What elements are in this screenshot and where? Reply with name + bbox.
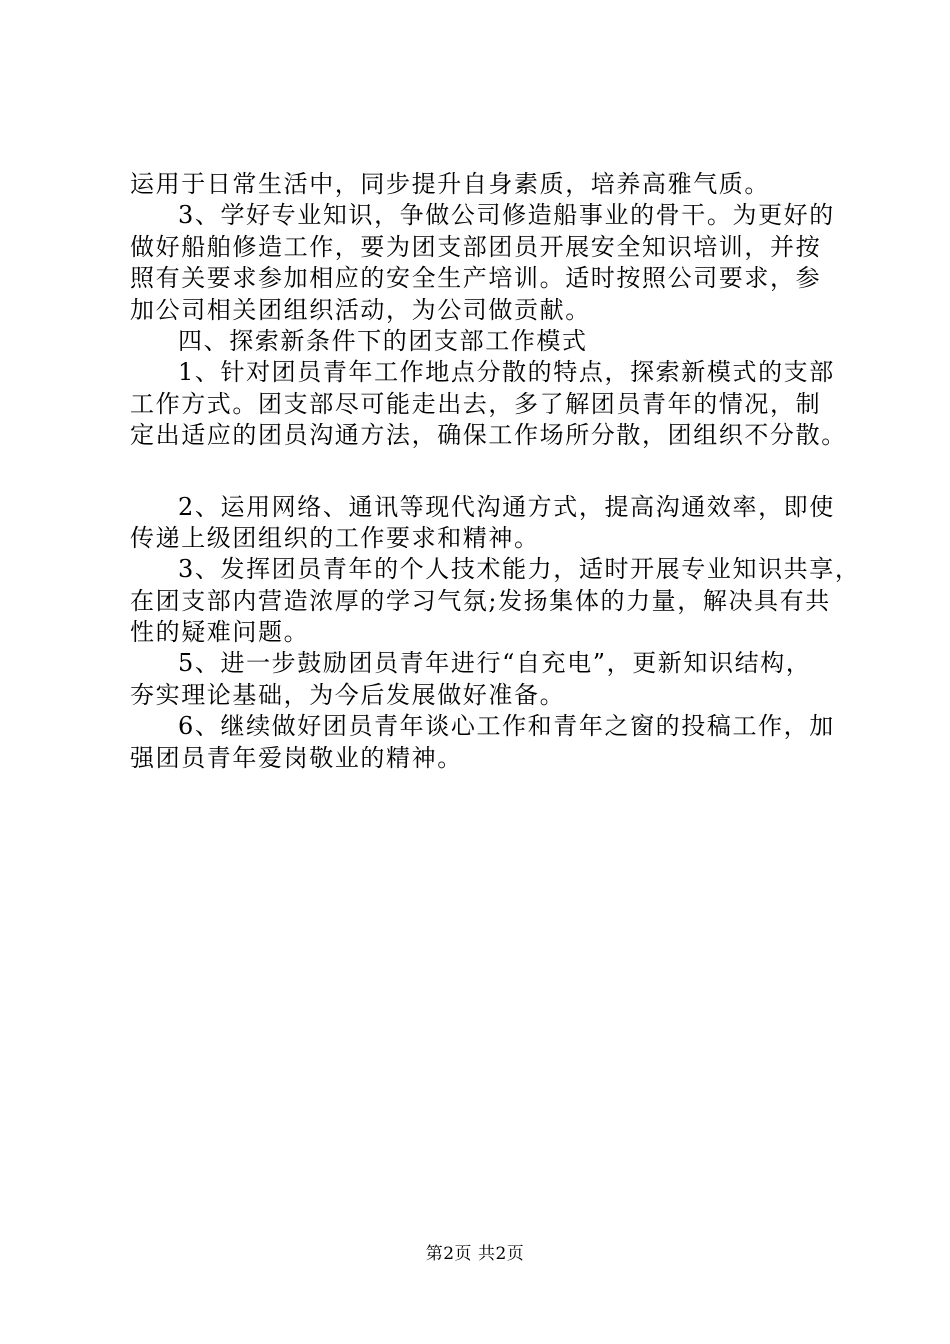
text-line: 性的疑难问题。 [130,618,310,647]
text-line: 加公司相关团组织活动，为公司做贡献。 [130,295,591,324]
text-line: 做好船舶修造工作，要为团支部团员开展安全知识培训，并按 [130,232,822,261]
text-line: 3、发挥团员青年的个人技术能力，适时开展专业知识共享， [178,555,861,584]
text-line: 照有关要求参加相应的安全生产培训。适时按照公司要求，参 [130,264,822,293]
text-line: 1、针对团员青年工作地点分散的特点，探索新模式的支部 [178,358,835,387]
text-line: 在团支部内营造浓厚的学习气氛;发扬集体的力量，解决具有共 [130,586,831,615]
document-body [130,169,861,774]
page-number-footer: 第2页 共2页 [425,1244,525,1264]
section-heading: 四、探索新条件下的团支部工作模式 [178,326,588,355]
text-line: 6、继续做好团员青年谈心工作和青年之窗的投稿工作，加 [178,712,835,741]
text-line: 传递上级团组织的工作要求和精神。 [130,523,540,552]
text-line: 定出适应的团员沟通方法，确保工作场所分散，团组织不分散。 [130,421,847,450]
text-line: 3、学好专业知识，争做公司修造船事业的骨干。为更好的 [178,201,835,230]
text-line: 运用于日常生活中，同步提升自身素质，培养高雅气质。 [130,170,770,198]
text-line: 工作方式。团支部尽可能走出去，多了解团员青年的情况，制 [130,389,822,418]
text-line: 5、进一步鼓励团员青年进行“自充电”，更新知识结构， [178,649,812,678]
text-line: 夯实理论基础，为今后发展做好准备。 [130,680,566,709]
text-line: 2、运用网络、通讯等现代沟通方式，提高沟通效率，即使 [178,492,835,521]
paragraph-gap [130,452,840,492]
text-line: 强团员青年爱岗敬业的精神。 [130,743,463,772]
